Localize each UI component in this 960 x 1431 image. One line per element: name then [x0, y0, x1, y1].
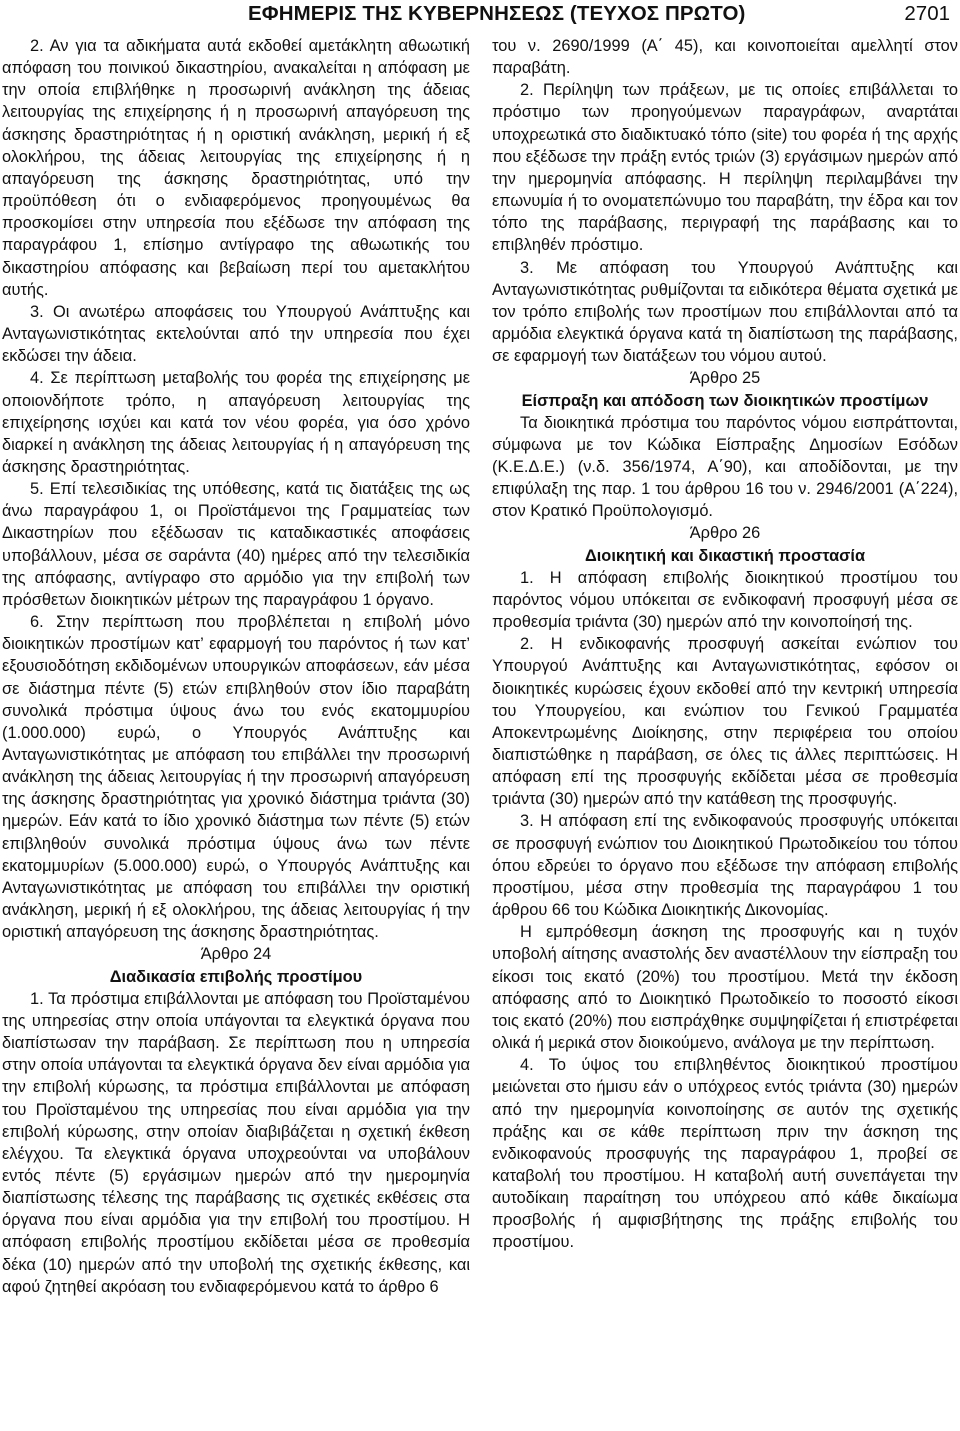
left-column: [2, 35, 470, 1298]
paragraph: Τα διοικητικά πρόστιμα του παρόντος νόμου εισπράττονται, σύμφωνα με τον Κώδικα Είσπραξης Δημοσίων Εσόδων (Κ.Ε.Δ.Ε.) (ν.δ. 356/1974, Α΄90), και αποδίδονται, με την επιφύλαξη της παρ. 1 του άρθρου 16 του ν. 2946/2001 (Α΄224), στον Κρατικό Προϋπολογισμό.: [492, 413, 958, 521]
paragraph: 3. Οι ανωτέρω αποφάσεις του Υπουργού Ανάπτυξης και Ανταγωνιστικότητας εκτελούνται από την υπηρεσία που έχει εκδώσει την άδεια.: [2, 302, 470, 366]
paragraph: 4. Το ύψος του επιβληθέντος διοικητικού προστίμου μειώνεται στο ήμισυ εάν ο υπόχρεος εντός τριάντα (30) ημερών από την ημερομηνία κοινοποίησης σε αυτόν της σχετικής πράξης και σε κάθε περίπτωση πριν την άσκηση της ενδικοφανούς προσφυγής της παραγράφου 1, προβεί σε καταβολή του προστίμου. Η καταβολή αυτή συνεπάγεται την αυτοδίκαιη παραίτηση του υπόχρεου από κάθε δικαίωμα προσβολής ή αμφισβήτησης της πράξης επιβολής του προστίμου.: [492, 1056, 958, 1252]
paragraph: 5. Επί τελεσιδικίας της υπόθεσης, κατά τις διατάξεις της ως άνω παραγράφου 1, οι Προϊστάμενοι της Γραμματείας των Δικαστηρίων που εξέδωσαν τις καταδικαστικές αποφάσεις υποβάλλουν, μέσα σε σαράντα (40) ημέρες από την τελεσιδικία της απόφασης, αντίγραφο στο αρμόδιο για την επιβολή των πρόσθετων διοικητικών μέτρων της παραγράφου 1 όργανο.: [2, 480, 470, 609]
page-header: [0, 0, 960, 34]
paragraph: Η εμπρόθεσμη άσκηση της προσφυγής και η τυχόν υποβολή αίτησης αναστολής δεν αναστέλλουν την είσπραξη του είκοσι τοις εκατό (20%) του προστίμου. Μετά την έκδοση απόφασης από το Διοικητικό Πρωτοδικείο το ποσοστό είκοσι τοις εκατό (20%) που εισπράχθηκε συμψηφίζεται ή επιστρέφεται ολικά ή μερικά στον διοικούμενο, ανάλογα με την περίπτωση.: [492, 923, 958, 1053]
paragraph: 2. Περίληψη των πράξεων, με τις οποίες επιβάλλεται το πρόστιμο των προηγούμενων παραγράφων, αναρτάται υποχρεωτικά στο διαδικτυακό τόπο (site) του φορέα ή της αρχής που εξέδωσε την πράξη εντός τριών (3) εργάσιμων ημερών από την ημερομηνία απόφασης. Η περίληψη περιλαμβάνει την επωνυμία ή το ονοματεπώνυμο του παραβάτη, την έδρα και τον τόπο της παράβασης, περιγραφή της παράβασης και το επιβληθέν πρόστιμο.: [492, 81, 958, 255]
article-number: Άρθρο 26: [689, 524, 761, 543]
article-title: Διοικητική και δικαστική προστασία: [584, 546, 866, 565]
article-number: Άρθρο 24: [200, 945, 272, 964]
right-column: [492, 35, 958, 1254]
article-number: Άρθρο 25: [689, 369, 761, 388]
paragraph: 4. Σε περίπτωση μεταβολής του φορέα της επιχείρησης με οποιονδήποτε τρόπο, η απαγόρευση λειτουργίας της επιχείρησης ισχύει και κατά τον νέου φορέα, για όσο χρόνο διαρκεί η ανάκληση της άδειας λειτουργίας ή η απαγόρευση της άσκησης δραστηριότητας.: [2, 369, 470, 476]
paragraph: 3. Με απόφαση του Υπουργού Ανάπτυξης και Ανταγωνιστικότητας ρυθμίζονται τα ειδικότερα θέματα σχετικά με τον τρόπο επιβολής των προστίμων που επιβάλλονται από τα αρμόδια ελεγκτικά όργανα κατά τη διαπίστωση της παράβασης, σε εφαρμογή των διατάξεων του νόμου αυτού.: [492, 258, 958, 366]
paragraph: 2. Αν για τα αδικήματα αυτά εκδοθεί αμετάκλητη αθωωτική απόφαση του ποινικού δικαστηρίου, ανακαλείται η απόφαση με την οποία επιβλήθηκε η προσωρινή ανάκληση της άδειας λειτουργίας της επιχείρησης ή η προσωρινή απαγόρευση της άσκησης δραστηριότητας ή η οριστική ανάκληση, μερική ή εξ ολοκλήρου, της άδειας λειτουργίας της επιχείρησης ή η απαγόρευση της άσκησης δραστηριότητας, υπό την προϋπόθεση ότι ο ενδιαφερόμενος προηγουμένως θα προσκομίσει στην υπηρεσία που εξέδωσε την απόφαση της παραγράφου 1, επίσημο αντίγραφο της αθωωτικής του δικαστηρίου απόφασης και βεβαίωση περί του αμετακλήτου αυτής.: [2, 37, 470, 299]
paragraph: 1. Τα πρόστιμα επιβάλλονται με απόφαση του Προϊσταμένου της υπηρεσίας στην οποία υπάγονται τα ελεγκτικά όργανα που διαπίστωσαν την παράβαση. Σε περίπτωση που η υπηρεσία στην οποία υπάγονται τα ελεγκτικά όργανα δεν είναι αρμόδια για την επιβολή κύρωσης, τα πρόστιμα επιβάλλονται με απόφαση του Προϊσταμένου της υπηρεσίας που είναι αρμόδια για την επιβολή κύρωσης, στην οποίαν διαβιβάζεται η σχετική έκθεση ελέγχου. Τα ελεγκτικά όργανα υποχρεούνται να υποβάλουν εντός πέντε (5) εργάσιμων ημερών από την ημερομηνία διαπίστωσης τέλεσης της παράβασης τις σχετικές εκθέσεις στα όργανα που είναι αρμόδια για την επιβολή του προστίμου. Η απόφαση επιβολής προστίμου εκδίδεται μέσα σε προθεσμία δέκα (10) ημερών από την υποβολή της σχετικής έκθεσης, και αφού ζητηθεί ακρόαση του ενδιαφερόμενου κατά το άρθρο 6: [2, 989, 470, 1296]
article-title: Είσπραξη και απόδοση των διοικητικών προστίμων: [521, 391, 929, 410]
article-title: Διαδικασία επιβολής προστίμου: [109, 967, 363, 986]
paragraph: 1. Η απόφαση επιβολής διοικητικού προστίμου του παρόντος νόμου υπόκειται σε ενδικοφανή προσφυγή μέσα σε προθεσμία τριάντα (30) ημερών από την κοινοποίησή της.: [492, 568, 958, 632]
paragraph: 6. Στην περίπτωση που προβλέπεται η επιβολή μόνο διοικητικών προστίμων κατ’ εφαρμογή του παρόντος ή των κατ’ εξουσιοδότηση εκδιδομένων υπουργικών αποφάσεων, εάν μέσα σε διάστημα πέντε (5) ετών επιβληθούν στον ίδιο παραβάτη συνολικά πρόστιμα ύψους άνω του ενός εκατομμυρίου (1.000.000) ευρώ, ο Υπουργός Ανάπτυξης και Ανταγωνιστικότητας με απόφαση του επιβάλλει την προσωρινή ανάκληση της άδειας λειτουργίας ή την προσωρινή απαγόρευση της άσκησης δραστηριότητας για χρονικό διάστημα τριάντα (30) ημερών. Εάν κατά το ίδιο χρονικό διάστημα των πέντε (5) ετών επιβληθούν συνολικά πρόστιμα ύψους άνω των πέντε εκατομμυρίων (5.000.000) ευρώ, ο Υπουργός Ανάπτυξης και Ανταγωνιστικότητας με απόφαση του επιβάλλει την οριστική ανάκληση, μερική ή εξ ολοκλήρου, της άδειας λειτουργίας ή την οριστική απαγόρευση της άσκησης δραστηριότητας.: [2, 613, 470, 942]
paragraph: του ν. 2690/1999 (Α΄ 45), και κοινοποιείται αμελλητί στον παραβάτη.: [492, 37, 958, 78]
paragraph: 2. Η ενδικοφανής προσφυγή ασκείται ενώπιον του Υπουργού Ανάπτυξης και Ανταγωνιστικότητας, εφόσον οι διοικητικές κυρώσεις έχουν εκδοθεί από την κεντρική υπηρεσία του Υπουργείου, και ενώπιον του Γενικού Γραμματέα Αποκεντρωμένης Διοίκησης, στην περιφέρεια του οποίου διαπιστώθηκε η παράβαση, σε όλες τις άλλες περιπτώσεις. Η απόφαση επί της προσφυγής εκδίδεται μέσα σε προθεσμία τριάντα (30) ημερών από την κατάθεση της προσφυγής.: [492, 635, 958, 809]
paragraph: 3. Η απόφαση επί της ενδικοφανούς προσφυγής υπόκειται σε προσφυγή ενώπιον του Διοικητικού Πρωτοδικείου του τόπου όπου εδρεύει το όργανο που εξέδωσε την απόφαση επιβολής προστίμου, μέσα στην προθεσμία της παραγράφου 1 του άρθρου 66 του Κώδικα Διοικητικής Δικονομίας.: [492, 812, 958, 920]
gazette-title: ΕΦΗΜΕΡΙΣ ΤΗΣ ΚΥΒΕΡΝΗΣΕΩΣ (ΤΕΥΧΟΣ ΠΡΩΤΟ): [248, 2, 746, 25]
page-number: 2701: [904, 2, 950, 25]
